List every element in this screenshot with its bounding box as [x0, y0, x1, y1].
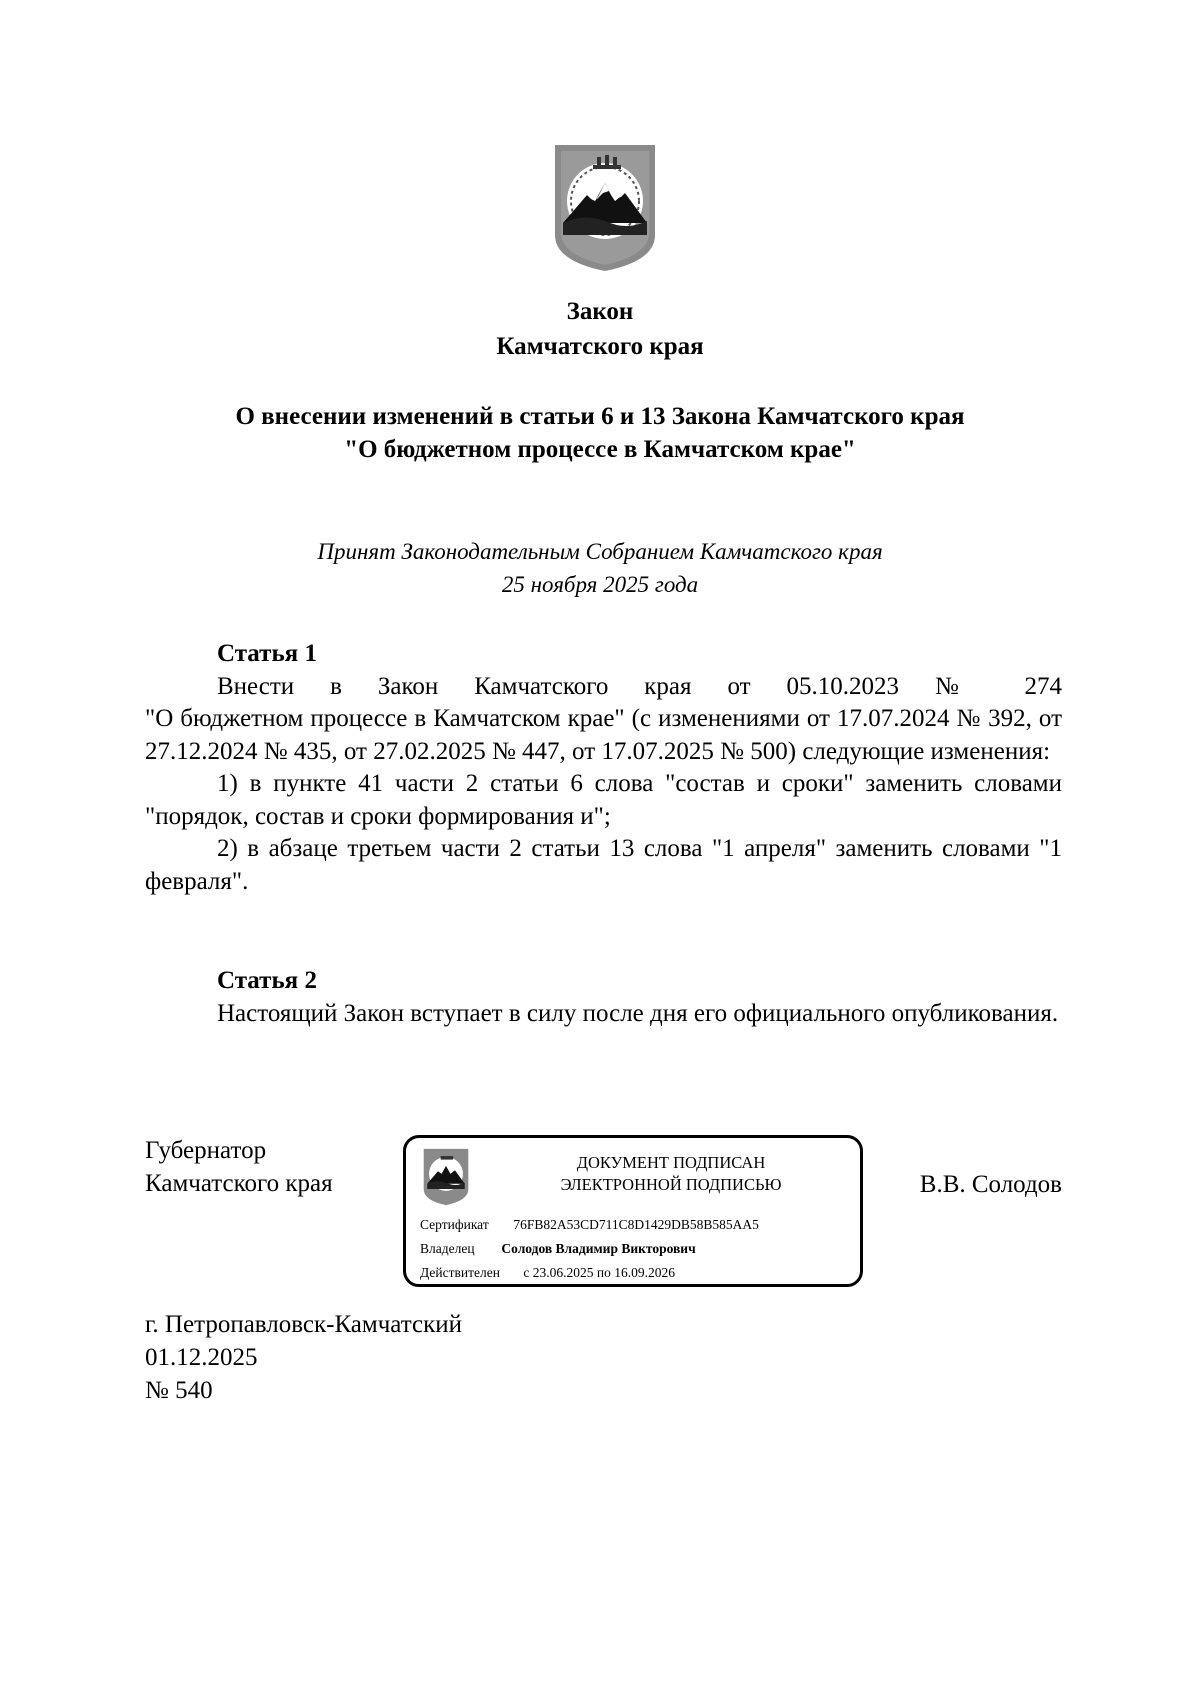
law-number: № 540	[145, 1377, 213, 1404]
stamp-owner-value: Солодов Владимир Викторович	[501, 1241, 696, 1256]
adoption-date: 25 ноября 2025 года	[501, 572, 699, 597]
document-footer	[145, 1308, 462, 1407]
signatory-position	[145, 1134, 333, 1200]
law-region: Камчатского края	[496, 333, 704, 360]
stamp-header-line1: ДОКУМЕНТ ПОДПИСАН	[576, 1153, 766, 1172]
law-subject-line1: О внесении изменений в статьи 6 и 13 Закона Камчатского края	[235, 403, 965, 430]
stamp-validity-value: с 23.06.2025 по 16.09.2026	[523, 1265, 675, 1280]
stamp-validity-label: Действителен	[420, 1265, 500, 1280]
stamp-certificate-value: 76FB82A53CD711C8D1429DB58B585AA5	[513, 1217, 759, 1232]
signing-date: 01.12.2025	[145, 1344, 258, 1371]
law-subject-line2: "О бюджетном процессе в Камчатском крае"	[344, 436, 856, 463]
stamp-header-line2: ЭЛЕКТРОННОЙ ПОДПИСЬЮ	[560, 1175, 782, 1194]
stamp-validity	[420, 1264, 675, 1282]
article-2	[145, 965, 1062, 1030]
article-1-heading: Статья 1	[217, 640, 317, 667]
electronic-signature-stamp	[403, 1135, 863, 1287]
article-1	[145, 638, 1062, 898]
signatory-position-line2: Камчатского края	[145, 1170, 333, 1197]
coat-of-arms-icon	[553, 143, 657, 273]
stamp-owner-label: Владелец	[420, 1241, 475, 1256]
stamp-owner	[420, 1240, 696, 1258]
signatory-name: В.В. Солодов	[919, 1171, 1062, 1198]
adoption-body: Принят Законодательным Собранием Камчатского края	[317, 539, 883, 564]
article-2-text: Настоящий Закон вступает в силу после дня его официального опубликования.	[217, 999, 1059, 1027]
article-1-first-line: Внести в Закон Камчатского края от 05.10.2023 № 274	[217, 672, 1062, 700]
law-title: Закон	[566, 298, 634, 325]
article-1-item-2: 2) в абзаце третьем части 2 статьи 13 слова "1 апреля" заменить словами "1 февраля".	[145, 835, 1062, 895]
article-2-heading: Статья 2	[217, 967, 317, 994]
law-subject	[140, 400, 1060, 466]
stamp-certificate	[420, 1216, 759, 1234]
adoption-note	[0, 535, 1200, 601]
signatory-position-line1: Губернатор	[145, 1137, 267, 1164]
stamp-coat-of-arms-icon	[422, 1148, 470, 1206]
article-1-item-1: 1) в пункте 41 части 2 статьи 6 слова "состав и сроки" заменить словами "порядок, состав и сроки формирования и";	[145, 770, 1062, 830]
article-1-paragraph	[145, 671, 1062, 769]
stamp-certificate-label: Сертификат	[420, 1217, 489, 1232]
article-1-rest: "О бюджетном процессе в Камчатском крае" (с изменениями от 17.07.2024 № 392, от 27.12.2024 № 435, от 27.02.2025 № 447, от 17.07.2025 № 500) следующие изменения:	[145, 705, 1062, 765]
city: г. Петропавловск-Камчатский	[145, 1311, 462, 1338]
